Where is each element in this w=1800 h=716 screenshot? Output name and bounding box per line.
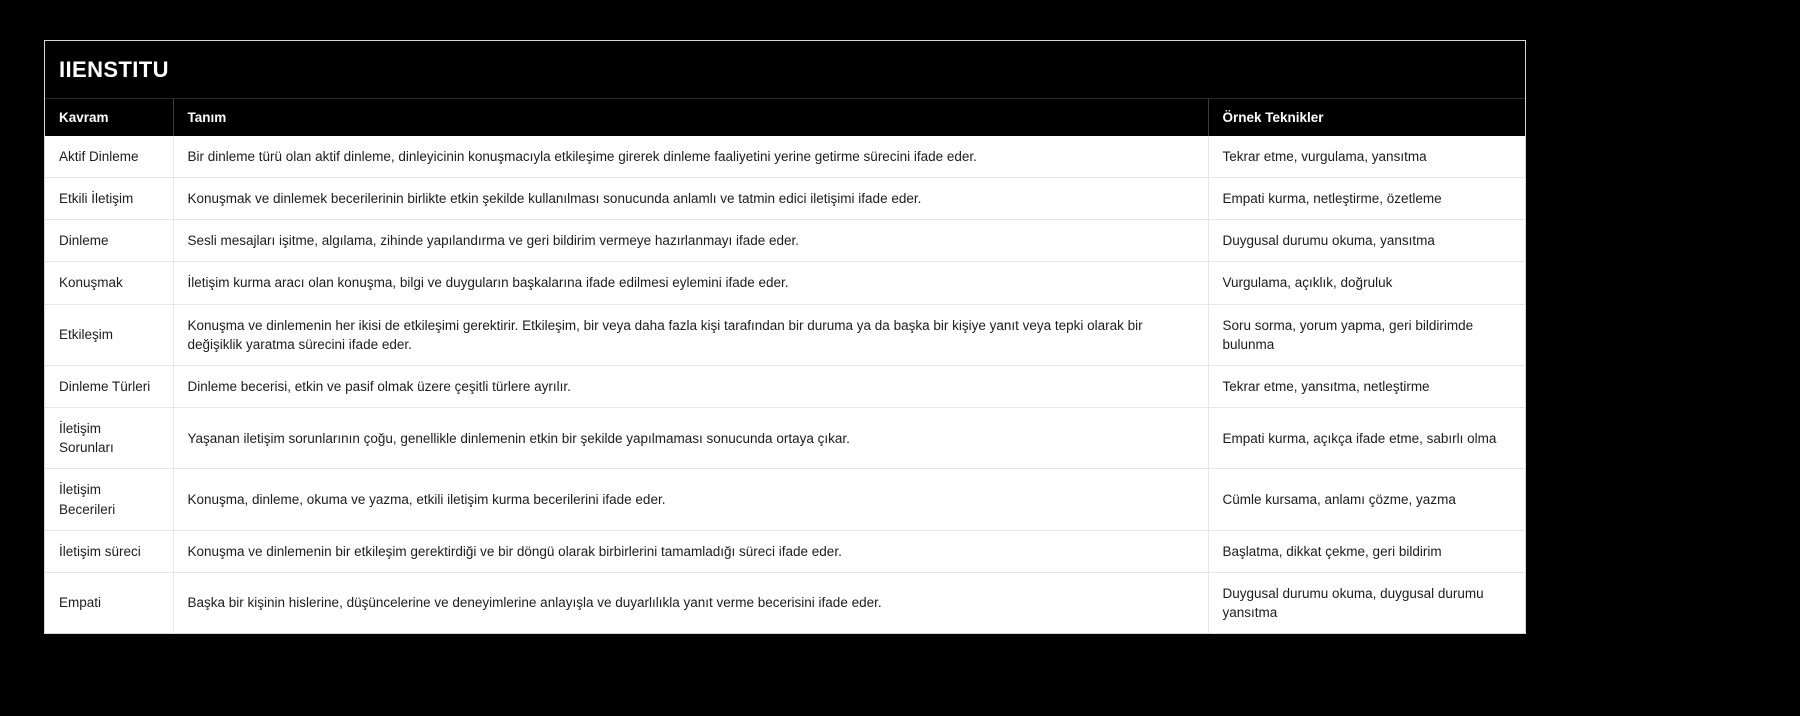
brand-header bbox=[45, 41, 1525, 99]
table-row bbox=[45, 530, 1525, 572]
cell-definition: İletişim kurma aracı olan konuşma, bilgi ve duyguların başkalarına ifade edilmesi eylemini ifade eder. bbox=[173, 262, 1208, 304]
brand-title: IIENSTITU bbox=[59, 56, 169, 82]
cell-concept: Aktif Dinleme bbox=[45, 136, 173, 178]
cell-techniques: Duygusal durumu okuma, duygusal durumu yansıtma bbox=[1208, 572, 1525, 633]
cell-concept: İletişim Becerileri bbox=[45, 469, 173, 530]
cell-concept: Dinleme bbox=[45, 220, 173, 262]
cell-definition: Yaşanan iletişim sorunlarının çoğu, genellikle dinlemenin etkin bir şekilde yapılmaması sonucunda ortaya çıkar. bbox=[173, 408, 1208, 469]
table-row bbox=[45, 304, 1525, 365]
cell-concept: İletişim Sorunları bbox=[45, 408, 173, 469]
table-row bbox=[45, 220, 1525, 262]
table-row bbox=[45, 408, 1525, 469]
cell-definition: Başka bir kişinin hislerine, düşüncelerine ve deneyimlerine anlayışla ve duyarlılıkla yanıt verme becerisini ifade eder. bbox=[173, 572, 1208, 633]
cell-techniques: Duygusal durumu okuma, yansıtma bbox=[1208, 220, 1525, 262]
cell-definition: Konuşma ve dinlemenin her ikisi de etkileşimi gerektirir. Etkileşim, bir veya daha fazla kişi tarafından bir duruma ya da başka bir kişiye yanıt veya tepki olarak bir değişiklik yaratma sürecini ifade eder. bbox=[173, 304, 1208, 365]
concepts-table bbox=[45, 99, 1525, 633]
cell-techniques: Tekrar etme, vurgulama, yansıtma bbox=[1208, 136, 1525, 178]
column-header-concept: Kavram bbox=[45, 99, 173, 136]
cell-concept: Empati bbox=[45, 572, 173, 633]
cell-definition: Sesli mesajları işitme, algılama, zihinde yapılandırma ve geri bildirim vermeye hazırlanmayı ifade eder. bbox=[173, 220, 1208, 262]
cell-techniques: Cümle kursama, anlamı çözme, yazma bbox=[1208, 469, 1525, 530]
cell-techniques: Başlatma, dikkat çekme, geri bildirim bbox=[1208, 530, 1525, 572]
cell-techniques: Empati kurma, açıkça ifade etme, sabırlı olma bbox=[1208, 408, 1525, 469]
cell-definition: Konuşma ve dinlemenin bir etkileşim gerektirdiği ve bir döngü olarak birbirlerini tamamladığı süreci ifade eder. bbox=[173, 530, 1208, 572]
cell-concept: Etkili İletişim bbox=[45, 178, 173, 220]
cell-definition: Konuşma, dinleme, okuma ve yazma, etkili iletişim kurma becerilerini ifade eder. bbox=[173, 469, 1208, 530]
table-body bbox=[45, 136, 1525, 633]
table-row bbox=[45, 469, 1525, 530]
cell-concept: Etkileşim bbox=[45, 304, 173, 365]
column-header-definition: Tanım bbox=[173, 99, 1208, 136]
table-header-row bbox=[45, 99, 1525, 136]
content-card bbox=[44, 40, 1526, 634]
cell-techniques: Soru sorma, yorum yapma, geri bildirimde bulunma bbox=[1208, 304, 1525, 365]
cell-techniques: Tekrar etme, yansıtma, netleştirme bbox=[1208, 365, 1525, 407]
column-header-techniques: Örnek Teknikler bbox=[1208, 99, 1525, 136]
cell-concept: Konuşmak bbox=[45, 262, 173, 304]
cell-definition: Konuşmak ve dinlemek becerilerinin birlikte etkin şekilde kullanılması sonucunda anlamlı ve tatmin edici iletişimi ifade eder. bbox=[173, 178, 1208, 220]
cell-definition: Dinleme becerisi, etkin ve pasif olmak üzere çeşitli türlere ayrılır. bbox=[173, 365, 1208, 407]
table-row bbox=[45, 262, 1525, 304]
cell-concept: İletişim süreci bbox=[45, 530, 173, 572]
table-row bbox=[45, 178, 1525, 220]
cell-concept: Dinleme Türleri bbox=[45, 365, 173, 407]
table-row bbox=[45, 572, 1525, 633]
cell-definition: Bir dinleme türü olan aktif dinleme, dinleyicinin konuşmacıyla etkileşime girerek dinleme faaliyetini yerine getirme sürecini ifade eder. bbox=[173, 136, 1208, 178]
cell-techniques: Empati kurma, netleştirme, özetleme bbox=[1208, 178, 1525, 220]
table-row bbox=[45, 136, 1525, 178]
cell-techniques: Vurgulama, açıklık, doğruluk bbox=[1208, 262, 1525, 304]
table-header bbox=[45, 99, 1525, 136]
table-row bbox=[45, 365, 1525, 407]
